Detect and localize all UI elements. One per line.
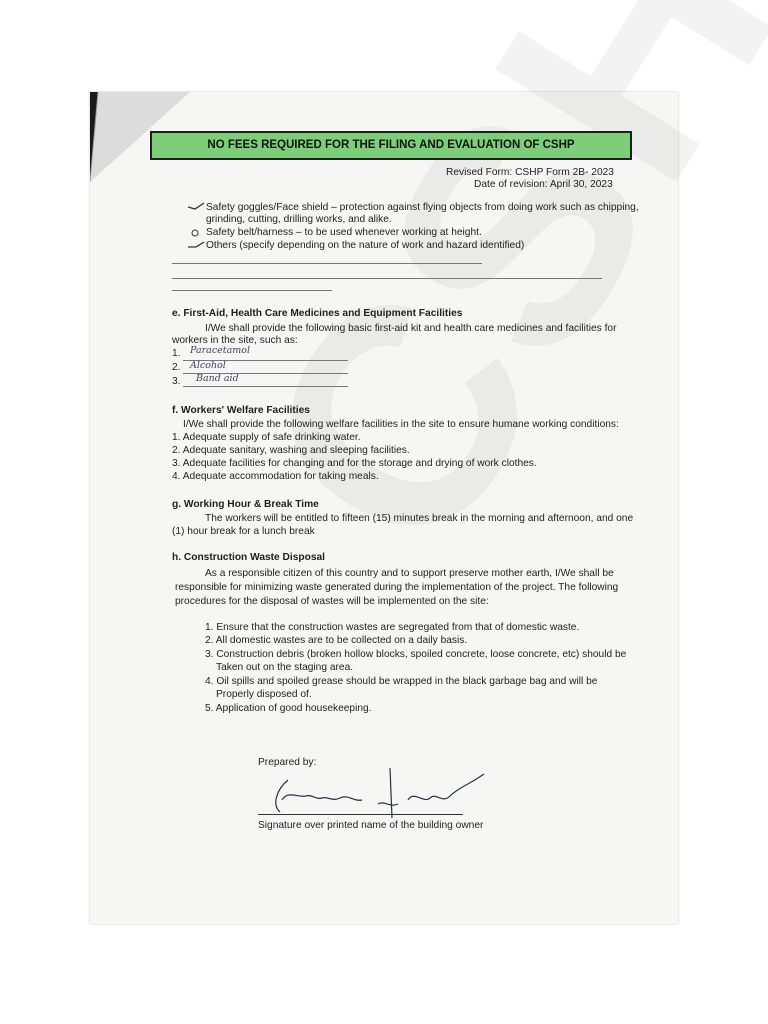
waste-item-continued: Properly disposed of.	[216, 689, 312, 700]
blank-line	[172, 278, 602, 279]
check-mark-icon	[187, 239, 205, 251]
bullet-circle-icon	[190, 228, 200, 238]
revision-date-label: Date of revision: April 30, 2023	[474, 179, 613, 190]
blank-line	[172, 263, 482, 264]
prepared-by-label: Prepared by:	[258, 757, 317, 768]
welfare-item: 2. Adequate sanitary, washing and sleeping facilities.	[172, 445, 410, 456]
waste-item: 1. Ensure that the construction wastes are segregated from that of domestic waste.	[205, 622, 580, 633]
ppe-item-goggles-line2: grinding, cutting, drilling works, and alike.	[206, 214, 392, 225]
check-mark-icon	[187, 200, 205, 212]
handwritten-signature	[258, 760, 498, 820]
fee-banner: NO FEES REQUIRED FOR THE FILING AND EVALUATION OF CSHP	[150, 131, 632, 160]
section-h-para-line3: procedures for the disposal of wastes will be implemented on the site:	[175, 596, 489, 607]
blank-line	[172, 290, 332, 291]
section-f-title: f. Workers' Welfare Facilities	[172, 405, 310, 416]
signature-line	[258, 814, 463, 815]
revised-form-label: Revised Form: CSHP Form 2B- 2023	[446, 167, 614, 178]
waste-item-continued: Taken out on the staging area.	[216, 662, 354, 673]
section-e-intro-line1: I/We shall provide the following basic first-aid kit and health care medicines and facilities for	[205, 323, 617, 334]
first-aid-item-handwritten: Band aid	[196, 373, 239, 384]
welfare-item: 4. Adequate accommodation for taking meals.	[172, 471, 379, 482]
ppe-item-goggles-line1: Safety goggles/Face shield – protection against flying objects from doing work such as chipping,	[206, 202, 639, 213]
ppe-item-harness: Safety belt/harness – to be used whenever working at height.	[206, 227, 482, 238]
first-aid-item-number: 3.	[172, 376, 181, 387]
first-aid-item-number: 1.	[172, 348, 181, 359]
section-h-title: h. Construction Waste Disposal	[172, 552, 326, 563]
waste-item: 2. All domestic wastes are to be collected on a daily basis.	[205, 635, 468, 646]
first-aid-item-handwritten: Alcohol	[190, 360, 226, 371]
waste-item: 3. Construction debris (broken hollow blocks, spoiled concrete, loose concrete, etc) should be	[205, 649, 627, 660]
signature-caption: Signature over printed name of the building owner	[258, 820, 484, 831]
section-h-para-line2: responsible for minimizing waste generated during the implementation of the project. The following	[175, 582, 619, 593]
waste-item: 4. Oil spills and spoiled grease should be wrapped in the black garbage bag and will be	[205, 676, 598, 687]
section-g-title: g. Working Hour & Break Time	[172, 499, 319, 510]
waste-item: 5. Application of good housekeeping.	[205, 703, 372, 714]
fill-line	[183, 386, 348, 387]
section-h-para-line1: As a responsible citizen of this country and to support preserve mother earth, I/We shall be	[205, 568, 614, 579]
ppe-item-others: Others (specify depending on the nature of work and hazard identified)	[206, 240, 525, 251]
first-aid-item-number: 2.	[172, 362, 181, 373]
section-g-line1: The workers will be entitled to fifteen (15) minutes break in the morning and afternoon, and one	[205, 513, 634, 524]
welfare-item: 3. Adequate facilities for changing and for the storage and drying of work clothes.	[172, 458, 537, 469]
section-f-intro: I/We shall provide the following welfare facilities in the site to ensure humane working conditions:	[183, 419, 619, 430]
section-e-intro-line2: workers in the site, such as:	[172, 335, 298, 346]
section-e-title: e. First-Aid, Health Care Medicines and Equipment Facilities	[172, 308, 463, 319]
first-aid-item-handwritten: Paracetamol	[190, 345, 251, 356]
welfare-item: 1. Adequate supply of safe drinking water.	[172, 432, 361, 443]
section-g-line2: (1) hour break for a lunch break	[172, 526, 315, 537]
